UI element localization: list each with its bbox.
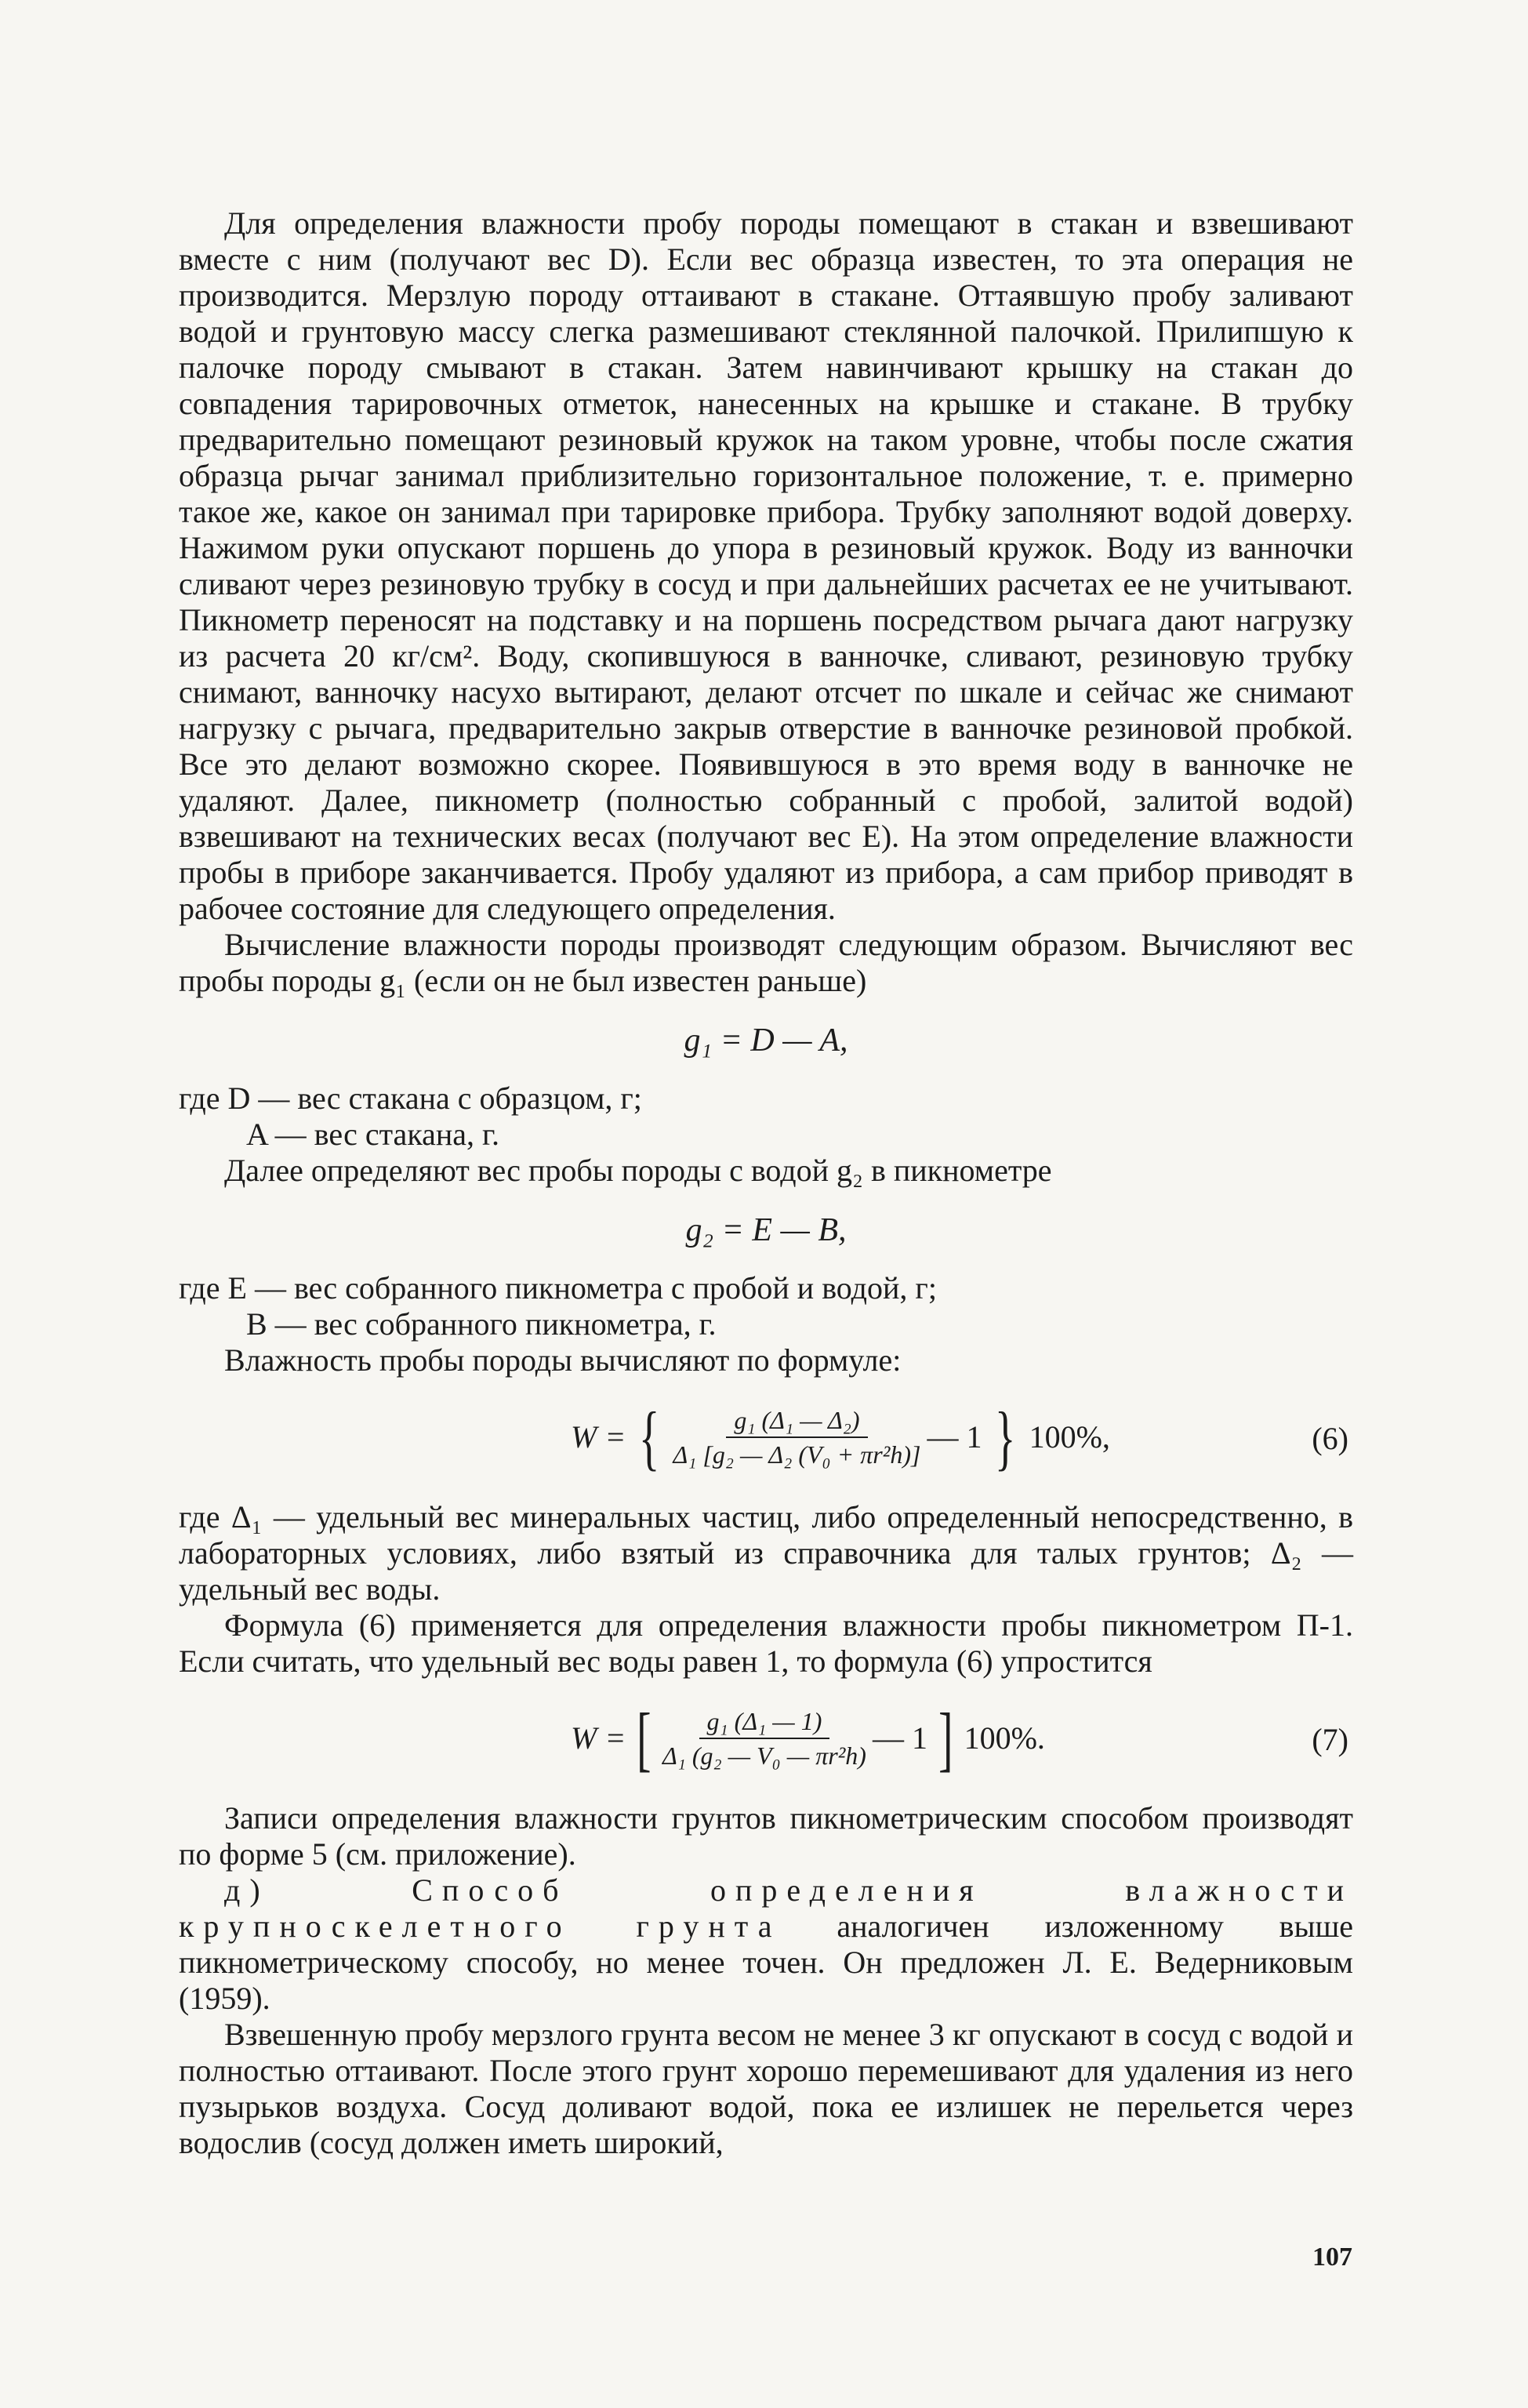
eq7-close-bracket: ] [938, 1698, 953, 1778]
eq7-factor: 100%. [964, 1720, 1045, 1756]
eq7-denominator: Δ₁ (g₂ — V₀ — πr²h) [662, 1742, 866, 1770]
eq6-lhs: W = [571, 1419, 626, 1455]
paragraph-procedure: Для определения влажности пробу породы помещают в стакан и взвешивают вместе с ним (получают вес D). Если вес образца известен, то эта операция не производится. Мерзлую породу оттаивают в стакане. Оттаявшую пробу заливают водой и грунтовую массу слегка размешивают стеклянной палочкой. Прилипшую к палочке породу смывают в стакан. Затем навинчивают крышку на стакан до совпадения тарировочных отметок, нанесенных на крышке и стакане. В трубку предварительно помещают резиновый кружок на таком уровне, чтобы после сжатия образца рычаг занимал приблизительно горизонтальное положение, т. е. примерно такое же, какое он занимал при тарировке прибора. Трубку заполняют водой доверху. Нажимом руки опускают поршень до упора в резиновый кружок. Воду из ванночки сливают через резиновую трубку в сосуд и при дальнейших расчетах ее не учитывают. Пикнометр переносят на подставку и на поршень посредством рычага дают нагрузку из расчета 20 кг/см². Воду, скопившуюся в ванночке, сливают, резиновую трубку снимают, ванночку насухо вытирают, делают отсчет по шкале и сейчас же снимают нагрузку с рычага, предварительно закрыв отверстие в ванночке резиновой пробкой. Все это делают возможно скорее. Появившуюся в это время воду в ванночке не удаляют. Далее, пикнометр (полностью собранный с пробой, залитой водой) взвешивают на технических весах (получают вес E). На этом определение влажности пробы в приборе заканчивается. Пробу удаляют из прибора, а сам прибор приводят в рабочее состояние для следующего определения. [179, 205, 1353, 926]
paragraph-formula-intro: Влажность пробы породы вычисляют по формуле: [224, 1342, 902, 1378]
where-a: A — вес стакана, г. [246, 1117, 499, 1152]
paragraph-calculation: Вычисление влажности породы производят следующим образом. Вычисляют вес пробы породы g₁ (если он не был известен раньше) [179, 927, 1353, 998]
eq7-tail: — 1 [872, 1720, 927, 1756]
eq6-denominator: Δ₁ [g₂ — Δ₂ (V₀ + πr²h)] [673, 1440, 921, 1469]
eq6-close-brace: } [995, 1397, 1016, 1477]
coarse-method-heading: д) Способ определения влажности крупноскелетного грунта [179, 1872, 1353, 1944]
eq7-open-bracket: [ [637, 1698, 651, 1778]
paragraph-pycnometer: Формула (6) применяется для определения влажности пробы пикнометром П-1. Если считать, что удельный вес воды равен 1, то формула (6) упростится [179, 1607, 1353, 1679]
paragraph-sample: Взвешенную пробу мерзлого грунта весом не менее 3 кг опускают в сосуд с водой и полностью оттаивают. После этого грунт хорошо перемешивают для удаления из него пузырьков воздуха. Сосуд доливают водой, пока ее излишек не перельется через водослив (сосуд должен иметь широкий, [179, 2017, 1353, 2160]
paragraph-records: Записи определения влажности грунтов пикнометрическим способом производят по форме 5 (см. приложение). [179, 1800, 1353, 1872]
eq6-factor: 100%, [1029, 1419, 1110, 1455]
paragraph-g2: Далее определяют вес пробы породы с водой g₂ в пикнометре [224, 1153, 1052, 1188]
formula-g1: g₁ = D — A, [684, 1022, 848, 1059]
page-number: 107 [1312, 2243, 1352, 2272]
body-text [179, 205, 1353, 2161]
eq6-numerator: g₁ (Δ₁ — Δ₂) [726, 1406, 867, 1438]
where-e: где E — вес собранного пикнометра с пробой и водой, г; [179, 1270, 937, 1306]
eq6-fraction [673, 1406, 920, 1469]
paragraph-delta-def: где Δ₁ — удельный вес минеральных частиц, либо определенный непосредственно, в лабораторных условиях, либо взятый из справочника для талых грунтов; Δ₂ — удельный вес воды. [179, 1499, 1353, 1607]
eq6-number: (6) [1312, 1421, 1348, 1456]
where-b: B — вес собранного пикнометра, г. [246, 1306, 717, 1342]
eq7-fraction [662, 1707, 866, 1770]
eq7-number: (7) [1312, 1722, 1348, 1757]
where-d: где D — вес стакана с образцом, г; [179, 1081, 642, 1116]
formula-g2: g₂ = E — B, [685, 1212, 847, 1248]
eq6-tail: — 1 [927, 1419, 982, 1455]
eq6-open-brace: { [639, 1397, 660, 1477]
equation-6 [179, 1394, 1353, 1480]
eq7-numerator: g₁ (Δ₁ — 1) [699, 1707, 830, 1739]
eq7-lhs: W = [571, 1720, 626, 1756]
equation-7 [179, 1695, 1353, 1781]
coarse-method-text: аналогичен изложенному выше пикнометрическому способу, но менее точен. Он предложен Л. Е. Ведерниковым (1959). [179, 1909, 1353, 2016]
paragraph-coarse-method [179, 1872, 1353, 2017]
